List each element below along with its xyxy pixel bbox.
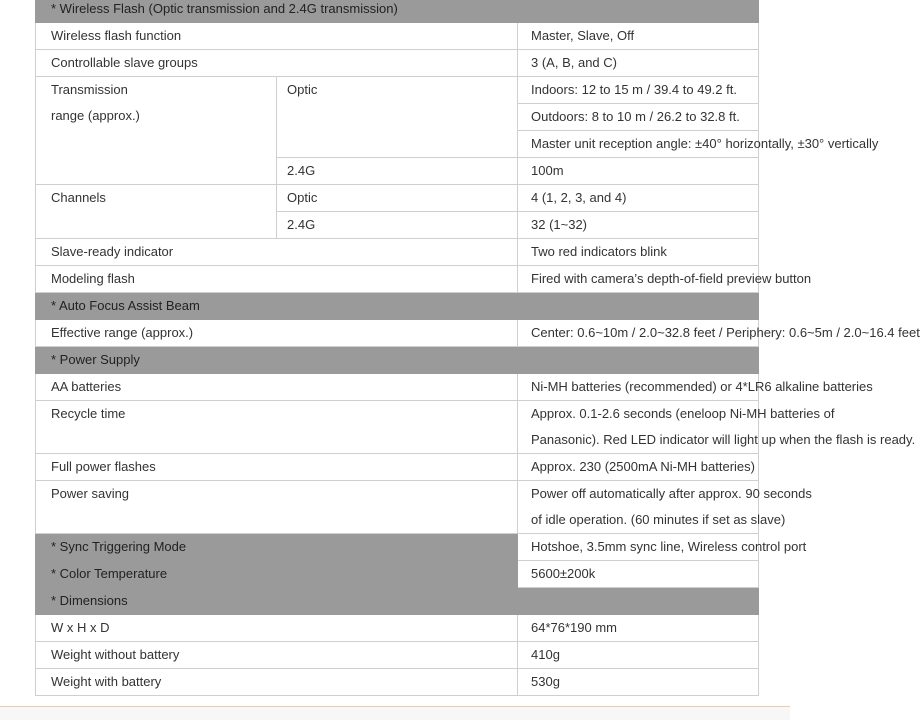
spec-value: Hotshoe, 3.5mm sync line, Wireless control port [518,534,759,561]
sub-label-optic: Optic [277,77,518,158]
spec-value: 64*76*190 mm [518,615,759,642]
spec-value: Fired with camera’s depth-of-field preview button [518,266,759,293]
table-row [36,481,759,508]
section-row [36,561,759,588]
spec-value: Outdoors: 8 to 10 m / 26.2 to 32.8 ft. [518,104,759,131]
spec-value: 3 (A, B, and C) [518,50,759,77]
table-row [36,23,759,50]
spec-label-line: range (approx.) [51,108,140,123]
table-row [36,239,759,266]
table-row [36,669,759,696]
spec-value: of idle operation. (60 minutes if set as slave) [518,507,759,534]
table-row [36,401,759,428]
section-header-wireless: * Wireless Flash (Optic transmission and 2.4G transmission) [36,0,759,23]
spec-value: 5600±200k [518,561,759,588]
spec-label: Modeling flash [36,266,518,293]
spec-value: Approx. 0.1-2.6 seconds (eneloop Ni-MH batteries of [518,401,759,428]
spec-value: 530g [518,669,759,696]
section-row [36,293,759,320]
spec-label: Recycle time [36,401,518,454]
spec-label: Weight with battery [36,669,518,696]
section-header-af-beam: * Auto Focus Assist Beam [36,293,759,320]
table-row [36,185,759,212]
spec-value: 410g [518,642,759,669]
spec-value: Two red indicators blink [518,239,759,266]
spec-label: Power saving [36,481,518,534]
spec-value: Ni-MH batteries (recommended) or 4*LR6 alkaline batteries [518,374,759,401]
footer-background [0,707,790,720]
section-row [36,347,759,374]
table-row [36,454,759,481]
section-header-sync: * Sync Triggering Mode [36,534,518,561]
spec-label: Channels [36,185,277,239]
table-row [36,615,759,642]
sub-label-2-4g: 2.4G [277,158,518,185]
spec-label: Full power flashes [36,454,518,481]
specifications-table [35,0,920,696]
spec-label-line: Transmission [51,82,128,97]
section-header-color-temperature: * Color Temperature [36,561,518,588]
table-row [36,320,759,347]
spec-value: Center: 0.6~10m / 2.0~32.8 feet / Periphery: 0.6~5m / 2.0~16.4 feet [518,320,759,347]
spec-label: W x H x D [36,615,518,642]
section-header-dimensions: * Dimensions [36,588,759,615]
spec-value: Indoors: 12 to 15 m / 39.4 to 49.2 ft. [518,77,759,104]
spec-label: Weight without battery [36,642,518,669]
spec-value: 100m [518,158,759,185]
table-row [36,642,759,669]
spec-value: 32 (1~32) [518,212,759,239]
spec-value: Master, Slave, Off [518,23,759,50]
spec-value: Power off automatically after approx. 90 seconds [518,481,759,508]
sub-label-2-4g: 2.4G [277,212,518,239]
spec-value: Approx. 230 (2500mA Ni-MH batteries) [518,454,759,481]
table-row [36,50,759,77]
table-row [36,374,759,401]
spec-label: Controllable slave groups [36,50,518,77]
section-row [36,0,759,23]
spec-value: Panasonic). Red LED indicator will light up when the flash is ready. [518,427,759,454]
spec-label: AA batteries [36,374,518,401]
spec-label: Wireless flash function [36,23,518,50]
spec-value: 4 (1, 2, 3, and 4) [518,185,759,212]
spec-value: Master unit reception angle: ±40° horizontally, ±30° vertically [518,131,759,158]
table-row [36,266,759,293]
spec-label: Slave-ready indicator [36,239,518,266]
transmission-range-label [36,77,277,185]
table-row [36,77,759,104]
sub-label-optic: Optic [277,185,518,212]
spec-label: Effective range (approx.) [36,320,518,347]
section-row [36,588,759,615]
section-header-power: * Power Supply [36,347,759,374]
section-row [36,534,759,561]
